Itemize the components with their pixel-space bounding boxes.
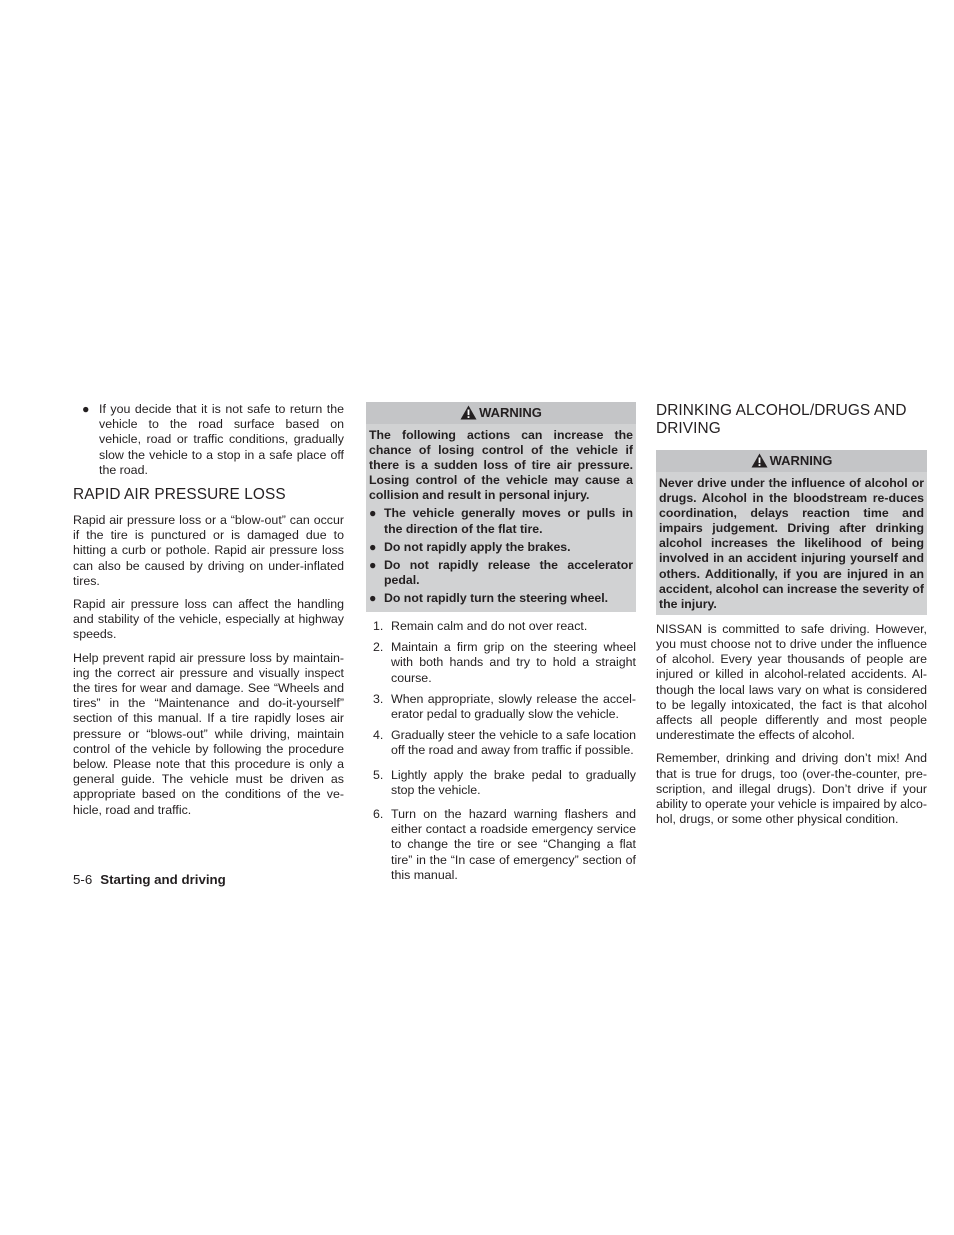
warning-triangle-icon — [751, 453, 768, 468]
bullet-text: Do not rapidly release the accelerator pedal. — [384, 557, 633, 587]
step-number: 5. — [373, 767, 384, 782]
step-text: Lightly apply the brake pedal to gradually stop the vehicle. — [391, 767, 636, 797]
step-number: 3. — [373, 691, 384, 706]
list-item — [369, 540, 633, 555]
step-item — [366, 692, 636, 722]
step-text: Gradually steer the vehicle to a safe location off the road and away from traffic if possible. — [391, 728, 636, 758]
bullet-text: Do not rapidly turn the steering wheel. — [384, 590, 609, 605]
step-text: Remain calm and do not over react. — [391, 619, 588, 634]
warning-header — [656, 450, 927, 472]
paragraph: Remember, drinking and driving don’t mix! And that is true for drugs, too (over-the-counter, pre-scription, and illegal drugs). Don’t drive if your ability to operate your vehicle is impaired by alco-hol, drugs, or some other physical condition. — [656, 751, 927, 827]
section-title: Starting and driving — [100, 872, 226, 887]
bullet-text: If you decide that it is not safe to return the vehicle to the road surface based on vehicle, road or traffic conditions, gradually slow the vehicle to a stop in a safe place off the road. — [99, 402, 344, 477]
bullet-icon: ● — [369, 506, 377, 521]
warning-intro: The following actions can increase the chance of losing control of the vehicle if there is a sudden loss of tire air pressure. Losing control of the vehicle may cause a collision and result in personal injury. — [369, 428, 633, 503]
procedure-steps — [366, 619, 636, 883]
section-heading-drinking-alcohol: DRINKING ALCOHOL/DRUGS AND DRIVING — [656, 402, 907, 437]
paragraph: NISSAN is committed to safe driving. However, you must choose not to drive under the influence of alcohol. Every year thousands of people are injured or killed in alcohol-related accidents. Al-though the local laws vary on what is considered to be legally intoxicated, the fact is that alcohol affects all people differently and most people underestimate the effects of alcohol. — [656, 621, 927, 743]
step-number: 4. — [373, 728, 384, 743]
page-number: 5-6 — [73, 872, 93, 887]
list-item — [73, 402, 344, 478]
bullet-icon: ● — [82, 402, 90, 416]
warning-triangle-icon — [460, 405, 477, 420]
paragraph: Rapid air pressure loss can affect the handling and stability of the vehicle, especially at highway speeds. — [73, 597, 344, 642]
step-item — [366, 728, 636, 758]
step-item — [366, 640, 636, 686]
warning-title: WARNING — [479, 405, 542, 420]
column-middle — [366, 402, 636, 889]
step-number: 2. — [373, 640, 384, 655]
warning-header — [366, 402, 636, 424]
warning-box — [656, 450, 927, 615]
warning-box — [366, 402, 636, 612]
warning-body — [656, 472, 927, 615]
warning-text: Never drive under the influence of alcohol or drugs. Alcohol in the bloodstream re-duces coordination, delays reaction time and impairs judgement. Driving after drinking alcohol increases the likelihood of being involved in an accident injuring yourself and others. Additionally, if you are injured in an accident, alcohol can increase the severity of the injury. — [659, 476, 924, 611]
bullet-text: The vehicle generally moves or pulls in the direction of the flat tire. — [384, 506, 633, 536]
column-left — [73, 402, 344, 826]
step-item — [366, 619, 636, 634]
bullet-icon: ● — [369, 590, 377, 605]
list-item — [369, 506, 633, 536]
paragraph: Rapid air pressure loss or a “blow-out” can occur if the tire is punctured or is damaged due to hitting a curb or pothole. Rapid air pressure loss can also be caused by driving on under-inflated tires. — [73, 513, 344, 588]
step-text: When appropriate, slowly release the accel-erator pedal to gradually slow the vehicle. — [391, 691, 636, 722]
step-item — [366, 807, 636, 883]
page-footer — [73, 872, 226, 888]
step-number: 6. — [373, 807, 384, 822]
bullet-icon: ● — [369, 539, 377, 554]
step-text: Turn on the hazard warning flashers and either contact a roadside emergency service to change the tire or see “Changing a flat tire” in the “In case of emergency” section of this manual. — [391, 807, 636, 882]
list-item — [369, 558, 633, 588]
bullet-icon: ● — [369, 557, 377, 572]
column-right — [656, 402, 927, 835]
paragraph: Help prevent rapid air pressure loss by maintain-ing the correct air pressure and visually inspect the tires for wear and damage. See “Wheels and tires” in the “Maintenance and do-it-yourself” section of this manual. If a tire rapidly loses air pressure or “blows-out” while driving, maintain control of the vehicle by following the procedure below. Please note that this procedure is only a general guide. The vehicle must be driven as appropriate based on the conditions of the ve-hicle, road and traffic. — [73, 650, 344, 817]
step-number: 1. — [373, 619, 384, 634]
list-item — [369, 591, 633, 606]
warning-title: WARNING — [769, 453, 833, 468]
warning-body — [366, 424, 636, 612]
warning-bullet-list — [369, 506, 633, 606]
bullet-text: Do not rapidly apply the brakes. — [384, 539, 571, 554]
step-text: Maintain a firm grip on the steering wheel with both hands and try to hold a straight course. — [391, 640, 636, 685]
section-heading-rapid-air-pressure-loss: RAPID AIR PRESSURE LOSS — [73, 486, 286, 504]
step-item — [366, 768, 636, 798]
